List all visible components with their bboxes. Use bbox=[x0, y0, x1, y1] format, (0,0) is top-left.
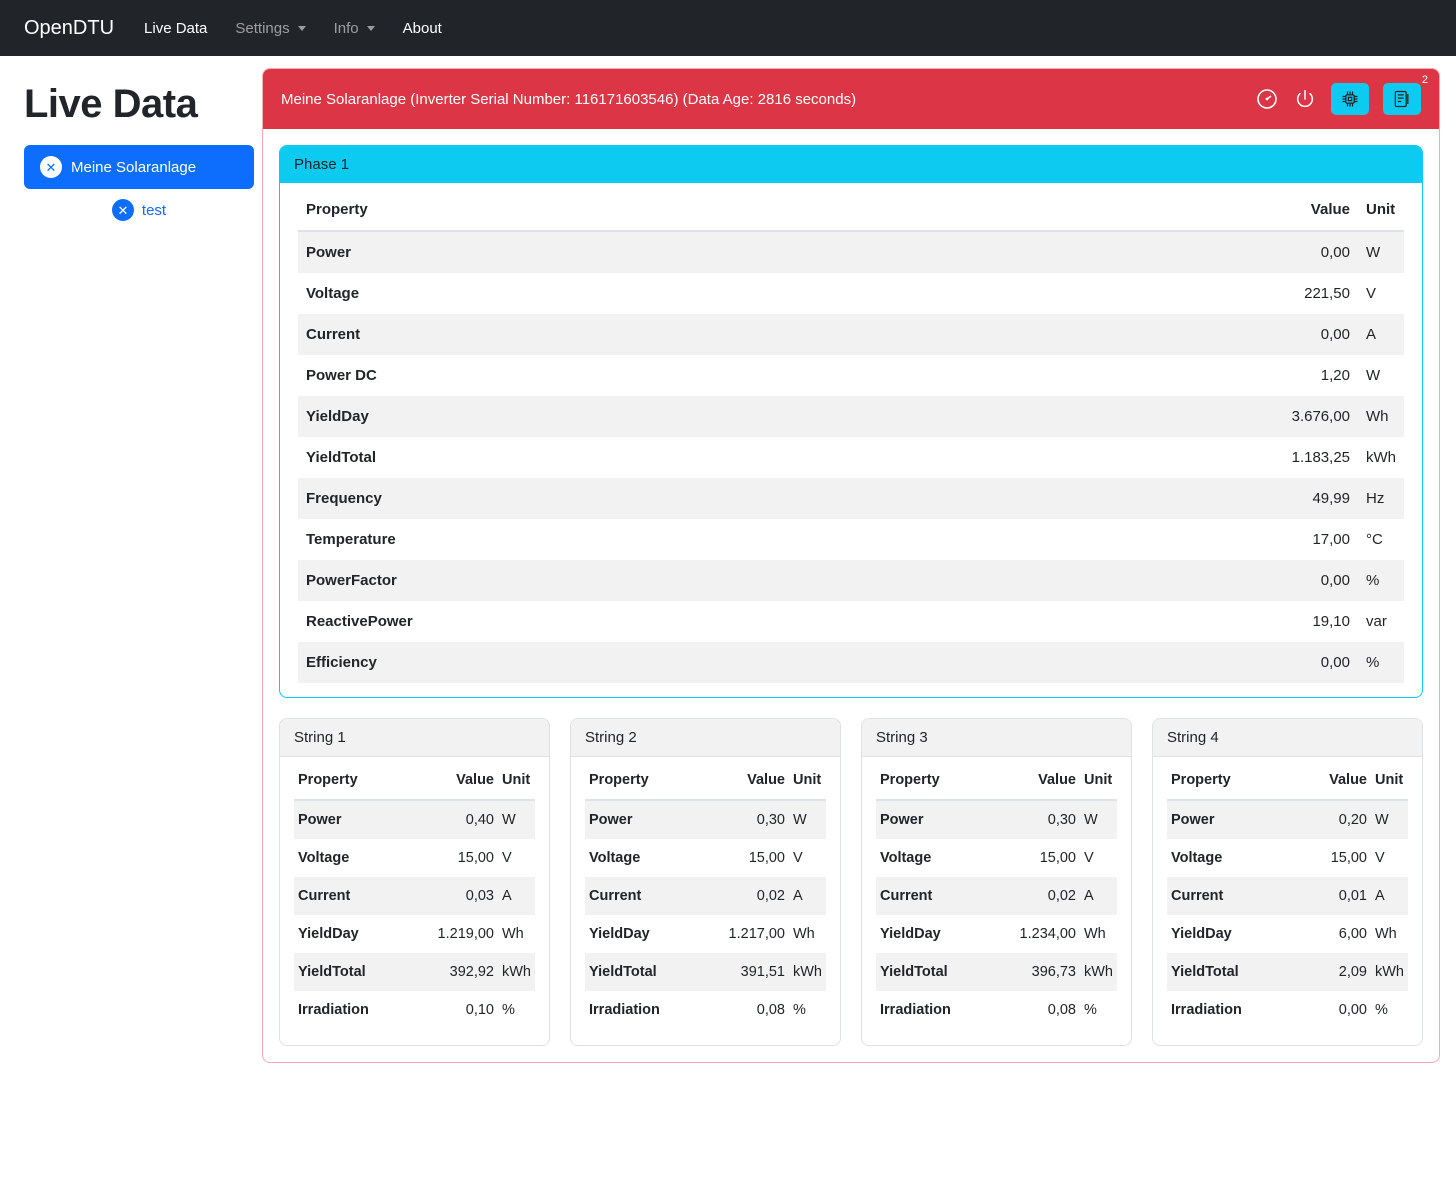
table-row bbox=[298, 396, 1404, 437]
cell-property: YieldDay bbox=[306, 408, 369, 425]
nav-item-live-data[interactable] bbox=[130, 12, 221, 45]
table-row bbox=[876, 991, 1117, 1029]
string-table bbox=[876, 761, 1117, 1029]
string-card-body bbox=[280, 757, 549, 1045]
cell-value: 392,92 bbox=[449, 964, 494, 980]
close-icon[interactable]: ✕ bbox=[112, 199, 134, 221]
cell-unit: Wh bbox=[1366, 408, 1389, 425]
cell-unit: Hz bbox=[1366, 490, 1385, 507]
cell-value: 0,30 bbox=[1047, 812, 1076, 828]
column-header-property: Property bbox=[585, 761, 697, 800]
string-table bbox=[585, 761, 826, 1029]
cell-unit: Wh bbox=[793, 926, 815, 942]
table-row bbox=[298, 273, 1404, 314]
column-header-value: Value bbox=[988, 761, 1080, 800]
table-row bbox=[298, 560, 1404, 601]
cell-property: Power DC bbox=[306, 367, 377, 384]
cell-unit: A bbox=[793, 888, 803, 904]
inverter-card-body bbox=[263, 129, 1439, 1062]
cell-value: 0,02 bbox=[756, 888, 785, 904]
sidebar bbox=[16, 56, 262, 1063]
column-header-property: Property bbox=[298, 189, 958, 231]
cell-unit: W bbox=[1366, 244, 1381, 261]
string-card-1 bbox=[279, 718, 550, 1046]
page-container bbox=[0, 56, 1456, 1063]
table-row bbox=[585, 839, 826, 877]
cell-value: 396,73 bbox=[1031, 964, 1076, 980]
table-row bbox=[585, 915, 826, 953]
cell-property: Voltage bbox=[306, 285, 360, 302]
cell-unit: Wh bbox=[1084, 926, 1106, 942]
table-row bbox=[294, 915, 535, 953]
nav-item-about[interactable] bbox=[389, 12, 456, 45]
chip-icon[interactable] bbox=[1331, 83, 1369, 115]
cell-property: YieldTotal bbox=[1171, 964, 1239, 980]
nav-item-label: About bbox=[402, 19, 442, 37]
cell-value: 6,00 bbox=[1338, 926, 1367, 942]
string-card-4 bbox=[1152, 718, 1423, 1046]
cell-unit: % bbox=[1084, 1002, 1097, 1018]
cell-property: YieldTotal bbox=[880, 964, 948, 980]
table-row bbox=[294, 953, 535, 991]
cell-value: 0,30 bbox=[756, 812, 785, 828]
cell-value: 1,20 bbox=[1320, 367, 1350, 384]
cell-property: PowerFactor bbox=[306, 572, 397, 589]
cell-unit: V bbox=[1084, 850, 1094, 866]
table-header-row bbox=[585, 761, 826, 800]
cell-unit: % bbox=[1375, 1002, 1388, 1018]
cell-unit: A bbox=[1375, 888, 1385, 904]
cell-unit: °C bbox=[1366, 531, 1383, 548]
column-header-value: Value bbox=[697, 761, 789, 800]
cell-property: Power bbox=[306, 244, 352, 261]
table-header-row bbox=[876, 761, 1117, 800]
gauge-icon[interactable] bbox=[1255, 87, 1279, 111]
cell-property: YieldDay bbox=[589, 926, 650, 942]
cell-unit: V bbox=[793, 850, 803, 866]
cell-property: YieldTotal bbox=[589, 964, 657, 980]
sidebar-item-meine-solaranlage[interactable] bbox=[24, 145, 254, 189]
cell-unit: W bbox=[793, 812, 807, 828]
cell-property: YieldTotal bbox=[306, 449, 377, 466]
cell-property: YieldDay bbox=[1171, 926, 1232, 942]
table-row bbox=[298, 231, 1404, 273]
cell-property: Power bbox=[589, 812, 633, 828]
inverter-title: Meine Solaranlage (Inverter Serial Number: 116171603546) (Data Age: 2816 seconds) bbox=[281, 90, 857, 108]
cell-unit: % bbox=[1366, 654, 1380, 671]
table-row bbox=[294, 877, 535, 915]
column-header-unit: Unit bbox=[498, 761, 535, 800]
table-row bbox=[298, 437, 1404, 478]
table-row bbox=[298, 642, 1404, 683]
cell-unit: W bbox=[1375, 812, 1389, 828]
cell-unit: var bbox=[1366, 613, 1387, 630]
cell-value: 0,02 bbox=[1047, 888, 1076, 904]
cell-value: 1.234,00 bbox=[1019, 926, 1076, 942]
inverter-card-header bbox=[263, 69, 1439, 129]
table-row bbox=[298, 355, 1404, 396]
cell-unit: V bbox=[1366, 285, 1377, 302]
cell-value: 1.183,25 bbox=[1291, 449, 1350, 466]
sidebar-item-test[interactable] bbox=[16, 199, 262, 221]
table-row bbox=[1167, 915, 1408, 953]
phase-card-title: Phase 1 bbox=[280, 146, 1422, 183]
cell-property: Voltage bbox=[1171, 850, 1223, 866]
cell-property: YieldDay bbox=[880, 926, 941, 942]
cell-property: Voltage bbox=[298, 850, 350, 866]
table-row bbox=[298, 478, 1404, 519]
cell-unit: kWh bbox=[1084, 964, 1113, 980]
cell-property: Irradiation bbox=[880, 1002, 951, 1018]
table-row bbox=[298, 601, 1404, 642]
cell-unit: kWh bbox=[793, 964, 822, 980]
string-table bbox=[1167, 761, 1408, 1029]
cell-value: 3.676,00 bbox=[1291, 408, 1350, 425]
cell-unit: Wh bbox=[1375, 926, 1397, 942]
table-row bbox=[1167, 877, 1408, 915]
string-card-3 bbox=[861, 718, 1132, 1046]
cell-value: 17,00 bbox=[1312, 531, 1350, 548]
cell-property: Frequency bbox=[306, 490, 382, 507]
cell-value: 0,10 bbox=[465, 1002, 494, 1018]
column-header-unit: Unit bbox=[1371, 761, 1408, 800]
cell-property: Irradiation bbox=[298, 1002, 369, 1018]
table-header-row bbox=[294, 761, 535, 800]
inverter-card bbox=[262, 68, 1440, 1063]
cell-value: 15,00 bbox=[1039, 850, 1076, 866]
string-card-body bbox=[862, 757, 1131, 1045]
phase-card bbox=[279, 145, 1423, 698]
cell-value: 0,08 bbox=[1047, 1002, 1076, 1018]
page-title: Live Data bbox=[24, 82, 198, 126]
chevron-down-icon bbox=[298, 26, 306, 31]
cell-property: Temperature bbox=[306, 531, 396, 548]
cell-unit: kWh bbox=[1375, 964, 1404, 980]
nav-item-info[interactable] bbox=[320, 12, 389, 45]
table-row bbox=[298, 519, 1404, 560]
string-card-title: String 1 bbox=[280, 719, 549, 757]
cell-value: 0,08 bbox=[756, 1002, 785, 1018]
cell-property: Power bbox=[880, 812, 924, 828]
cell-unit: % bbox=[1366, 572, 1380, 589]
cell-unit: W bbox=[502, 812, 516, 828]
cell-property: ReactivePower bbox=[306, 613, 413, 630]
close-icon[interactable]: ✕ bbox=[40, 156, 62, 178]
table-row bbox=[294, 800, 535, 839]
table-header-row bbox=[1167, 761, 1408, 800]
table-row bbox=[876, 839, 1117, 877]
cell-property: YieldDay bbox=[298, 926, 359, 942]
string-table bbox=[294, 761, 535, 1029]
cell-value: 221,50 bbox=[1304, 285, 1350, 302]
string-card-title: String 3 bbox=[862, 719, 1131, 757]
power-icon[interactable] bbox=[1293, 87, 1317, 111]
column-header-property: Property bbox=[876, 761, 988, 800]
cell-property: Current bbox=[880, 888, 933, 904]
table-row bbox=[298, 314, 1404, 355]
cell-property: Current bbox=[298, 888, 351, 904]
cell-value: 391,51 bbox=[740, 964, 785, 980]
cell-property: Current bbox=[1171, 888, 1224, 904]
string-card-title: String 4 bbox=[1153, 719, 1422, 757]
cell-value: 15,00 bbox=[748, 850, 785, 866]
strings-row bbox=[279, 718, 1423, 1046]
cell-value: 0,00 bbox=[1320, 572, 1350, 589]
cell-value: 0,00 bbox=[1320, 244, 1350, 261]
sidebar-item-label: Meine Solaranlage bbox=[71, 158, 197, 176]
cell-unit: Wh bbox=[502, 926, 524, 942]
column-header-unit: Unit bbox=[1358, 189, 1404, 231]
phase-card-body bbox=[280, 183, 1422, 697]
string-card-body bbox=[1153, 757, 1422, 1045]
cell-unit: % bbox=[502, 1002, 515, 1018]
sidebar-item-label: test bbox=[141, 201, 167, 219]
chevron-down-icon bbox=[367, 26, 375, 31]
cell-value: 1.219,00 bbox=[437, 926, 494, 942]
string-card-title: String 2 bbox=[571, 719, 840, 757]
cell-unit: W bbox=[1084, 812, 1098, 828]
cell-property: Efficiency bbox=[306, 654, 377, 671]
column-header-property: Property bbox=[1167, 761, 1296, 800]
table-row bbox=[876, 877, 1117, 915]
cell-unit: A bbox=[1084, 888, 1094, 904]
cell-property: Current bbox=[589, 888, 642, 904]
column-header-property: Property bbox=[294, 761, 406, 800]
column-header-value: Value bbox=[406, 761, 498, 800]
table-row bbox=[876, 915, 1117, 953]
table-row bbox=[585, 877, 826, 915]
cell-value: 2,09 bbox=[1338, 964, 1367, 980]
brand-logo[interactable]: OpenDTU bbox=[24, 16, 115, 39]
cell-value: 15,00 bbox=[457, 850, 494, 866]
cell-property: YieldTotal bbox=[298, 964, 366, 980]
table-header-row bbox=[298, 189, 1404, 231]
string-card-body bbox=[571, 757, 840, 1045]
cell-unit: kWh bbox=[1366, 449, 1396, 466]
cell-value: 0,00 bbox=[1320, 326, 1350, 343]
cell-value: 19,10 bbox=[1312, 613, 1350, 630]
cell-unit: W bbox=[1366, 367, 1381, 384]
phase-table bbox=[298, 189, 1404, 683]
nav-item-label: Info bbox=[333, 19, 359, 37]
cell-value: 0,00 bbox=[1320, 654, 1350, 671]
cell-unit: V bbox=[502, 850, 512, 866]
table-row bbox=[1167, 991, 1408, 1029]
event-log-badge: 2 bbox=[1421, 74, 1428, 86]
cell-value: 1.217,00 bbox=[728, 926, 785, 942]
cell-unit: % bbox=[793, 1002, 806, 1018]
table-row bbox=[1167, 953, 1408, 991]
cell-unit: V bbox=[1375, 850, 1385, 866]
cell-property: Power bbox=[298, 812, 342, 828]
table-row bbox=[294, 991, 535, 1029]
cell-value: 0,40 bbox=[465, 812, 494, 828]
table-row bbox=[1167, 800, 1408, 839]
table-row bbox=[585, 991, 826, 1029]
top-navbar bbox=[0, 0, 1456, 56]
table-row bbox=[1167, 839, 1408, 877]
cell-unit: kWh bbox=[502, 964, 531, 980]
column-header-value: Value bbox=[1296, 761, 1371, 800]
cell-unit: A bbox=[502, 888, 512, 904]
table-row bbox=[585, 800, 826, 839]
table-row bbox=[876, 953, 1117, 991]
cell-property: Irradiation bbox=[589, 1002, 660, 1018]
cell-property: Voltage bbox=[589, 850, 641, 866]
cell-value: 0,03 bbox=[465, 888, 494, 904]
nav-item-label: Live Data bbox=[144, 19, 208, 37]
main-content bbox=[262, 56, 1440, 1063]
cell-value: 0,00 bbox=[1338, 1002, 1367, 1018]
nav-item-label: Settings bbox=[235, 19, 290, 37]
column-header-value: Value bbox=[958, 189, 1358, 231]
table-row bbox=[585, 953, 826, 991]
cell-value: 0,01 bbox=[1338, 888, 1367, 904]
cell-property: Irradiation bbox=[1171, 1002, 1242, 1018]
event-log-icon[interactable] bbox=[1383, 74, 1428, 115]
column-header-unit: Unit bbox=[1080, 761, 1117, 800]
table-row bbox=[876, 800, 1117, 839]
cell-value: 0,20 bbox=[1338, 812, 1367, 828]
cell-property: Power bbox=[1171, 812, 1215, 828]
inverter-actions bbox=[1255, 74, 1428, 115]
nav-item-settings[interactable] bbox=[221, 12, 319, 45]
string-card-2 bbox=[570, 718, 841, 1046]
cell-unit: A bbox=[1366, 326, 1377, 343]
cell-property: Voltage bbox=[880, 850, 932, 866]
cell-value: 15,00 bbox=[1330, 850, 1367, 866]
column-header-unit: Unit bbox=[789, 761, 826, 800]
table-row bbox=[294, 839, 535, 877]
cell-property: Current bbox=[306, 326, 361, 343]
cell-value: 49,99 bbox=[1312, 490, 1350, 507]
